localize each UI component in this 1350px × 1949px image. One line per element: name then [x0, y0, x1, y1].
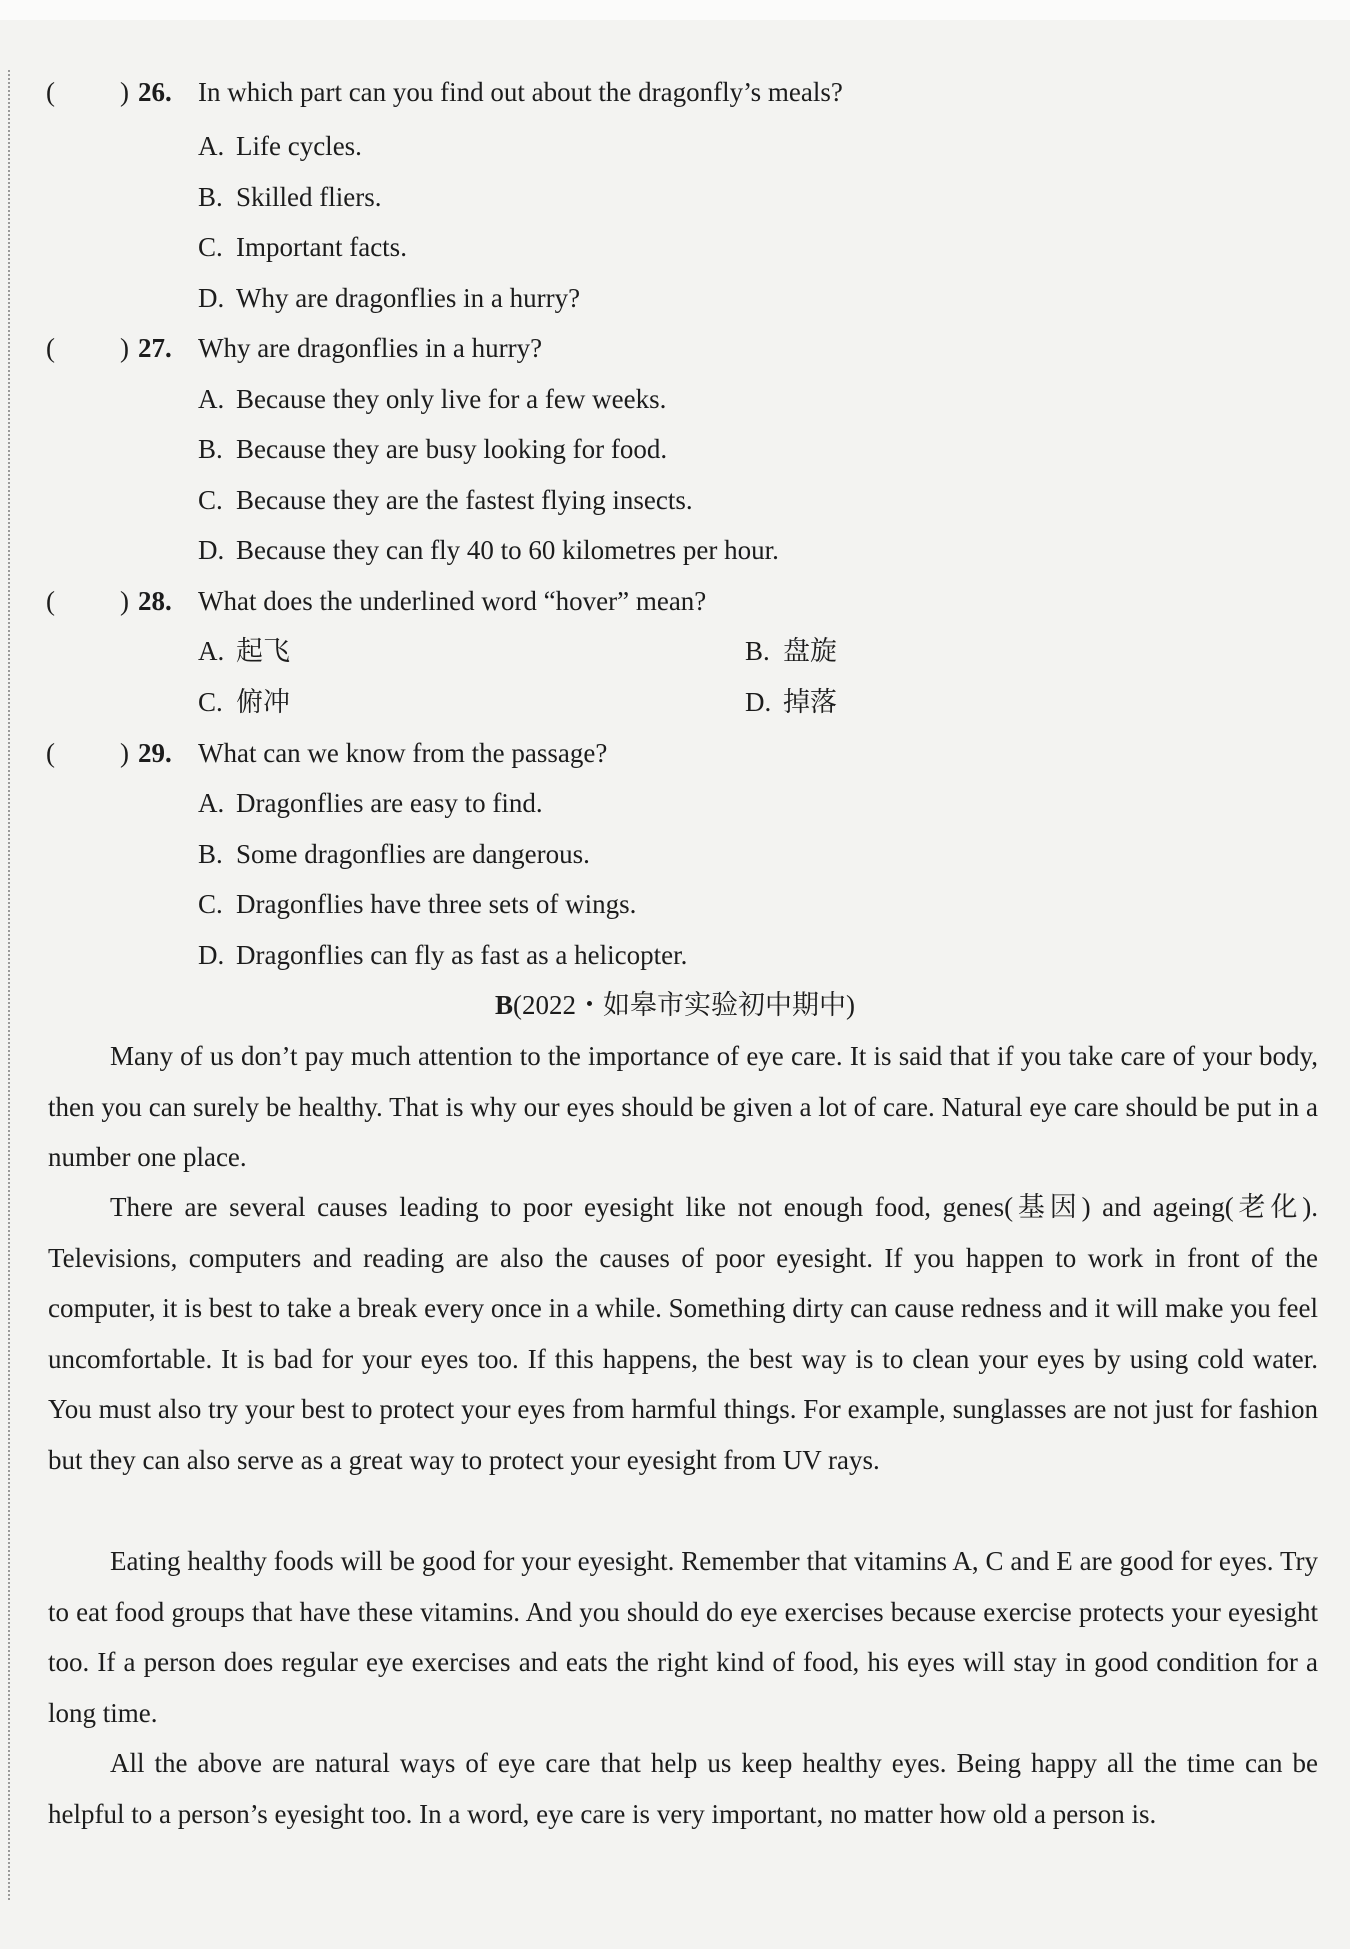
passage-paragraph-3: Eating healthy foods will be good for your eyesight. Remember that vitamins A, C and E are good for eyes. Try to eat food groups that have these vitamins. And you should do eye exercises because exercise protects your eyesight too. If a person does regular eye exercises and eats the right kind of food, his eyes will stay in good condition for a long time.: [48, 1546, 1318, 1728]
option-text: Because they can fly 40 to 60 kilometres per hour.: [236, 535, 779, 565]
option-26-d: [198, 280, 580, 316]
option-27-d: [198, 532, 779, 568]
answer-paren-close: ): [120, 77, 129, 107]
passage-paragraph-1: Many of us don’t pay much attention to the importance of eye care. It is said that if you take care of your body, then you can surely be healthy. That is why our eyes should be given a lot of care. Natural eye care should be put in a number one place.: [48, 1041, 1318, 1172]
option-text: Important facts.: [236, 232, 407, 262]
option-26-b: [198, 179, 381, 215]
option-text: 俯冲: [236, 687, 290, 717]
answer-paren-open: (: [46, 586, 55, 616]
option-text: 起飞: [236, 636, 290, 666]
passage-paragraph-2: There are several causes leading to poor eyesight like not enough food, genes(基因) and ageing(老化). Televisions, computers and reading are also the causes of poor eyesight. If you happen to work in front of the computer, it is best to take a break every once in a while. Something dirty can cause redness and it will make you feel uncomfortable. It is bad for your eyes too. If this happens, the best way is to clean your eyes by using cold water. You must also try your best to protect your eyes from harmful things. For example, sunglasses are not just for fashion but they can also serve as a great way to protect your eyesight from UV rays.: [48, 1192, 1318, 1475]
option-text: Life cycles.: [236, 131, 362, 161]
option-letter: A.: [198, 636, 225, 666]
option-29-c: [198, 886, 636, 922]
section-title: [0, 987, 1350, 1023]
option-letter: B.: [198, 434, 223, 464]
option-text: Because they only live for a few weeks.: [236, 384, 667, 414]
option-27-b: [198, 431, 667, 467]
option-letter: C.: [198, 889, 223, 919]
question-text: Why are dragonflies in a hurry?: [198, 333, 543, 363]
binding-margin-line: [8, 70, 10, 1900]
question-number: 29.: [138, 738, 172, 768]
option-letter: A.: [198, 131, 225, 161]
question-number: 27.: [138, 333, 172, 363]
option-text: 掉落: [783, 687, 837, 717]
option-text: Because they are the fastest flying insects.: [236, 485, 693, 515]
option-29-d: [198, 937, 687, 973]
question-number: 26.: [138, 77, 172, 107]
option-text: 盘旋: [783, 636, 837, 666]
question-number: 28.: [138, 586, 172, 616]
answer-paren-open: (: [46, 738, 55, 768]
option-29-a: [198, 785, 543, 821]
answer-paren-open: (: [46, 333, 55, 363]
option-letter: A.: [198, 788, 225, 818]
option-letter: B.: [198, 839, 223, 869]
option-letter: D.: [198, 535, 225, 565]
option-letter: B.: [745, 636, 770, 666]
option-letter: B.: [198, 182, 223, 212]
option-27-c: [198, 482, 693, 518]
option-text: Why are dragonflies in a hurry?: [236, 283, 581, 313]
option-letter: A.: [198, 384, 225, 414]
option-text: Dragonflies are easy to find.: [236, 788, 543, 818]
option-28-a: [198, 633, 290, 669]
option-letter: D.: [745, 687, 772, 717]
option-letter: C.: [198, 232, 223, 262]
option-28-d: [745, 684, 837, 720]
option-text: Because they are busy looking for food.: [236, 434, 668, 464]
option-text: Dragonflies can fly as fast as a helicopter.: [236, 940, 688, 970]
page-top-edge: [0, 0, 1350, 20]
option-letter: C.: [198, 485, 223, 515]
option-letter: D.: [198, 283, 225, 313]
option-26-a: [198, 128, 362, 164]
passage-paragraph-4: All the above are natural ways of eye care that help us keep healthy eyes. Being happy all the time can be helpful to a person’s eyesight too. In a word, eye care is very important, no matter how old a person is.: [48, 1748, 1318, 1829]
section-letter: B: [495, 990, 514, 1020]
answer-paren-close: ): [120, 333, 129, 363]
option-28-c: [198, 684, 290, 720]
option-27-a: [198, 381, 666, 417]
option-29-b: [198, 836, 590, 872]
option-text: Dragonflies have three sets of wings.: [236, 889, 637, 919]
question-text: What does the underlined word “hover” mean?: [198, 586, 707, 616]
answer-paren-close: ): [120, 586, 129, 616]
question-text: In which part can you find out about the dragonfly’s meals?: [198, 77, 843, 107]
option-letter: D.: [198, 940, 225, 970]
answer-paren-open: (: [46, 77, 55, 107]
option-letter: C.: [198, 687, 223, 717]
option-26-c: [198, 229, 407, 265]
option-text: Skilled fliers.: [236, 182, 382, 212]
answer-paren-close: ): [120, 738, 129, 768]
question-text: What can we know from the passage?: [198, 738, 608, 768]
option-28-b: [745, 633, 837, 669]
section-source: (2022・如皋市实验初中期中): [513, 990, 855, 1020]
option-text: Some dragonflies are dangerous.: [236, 839, 590, 869]
